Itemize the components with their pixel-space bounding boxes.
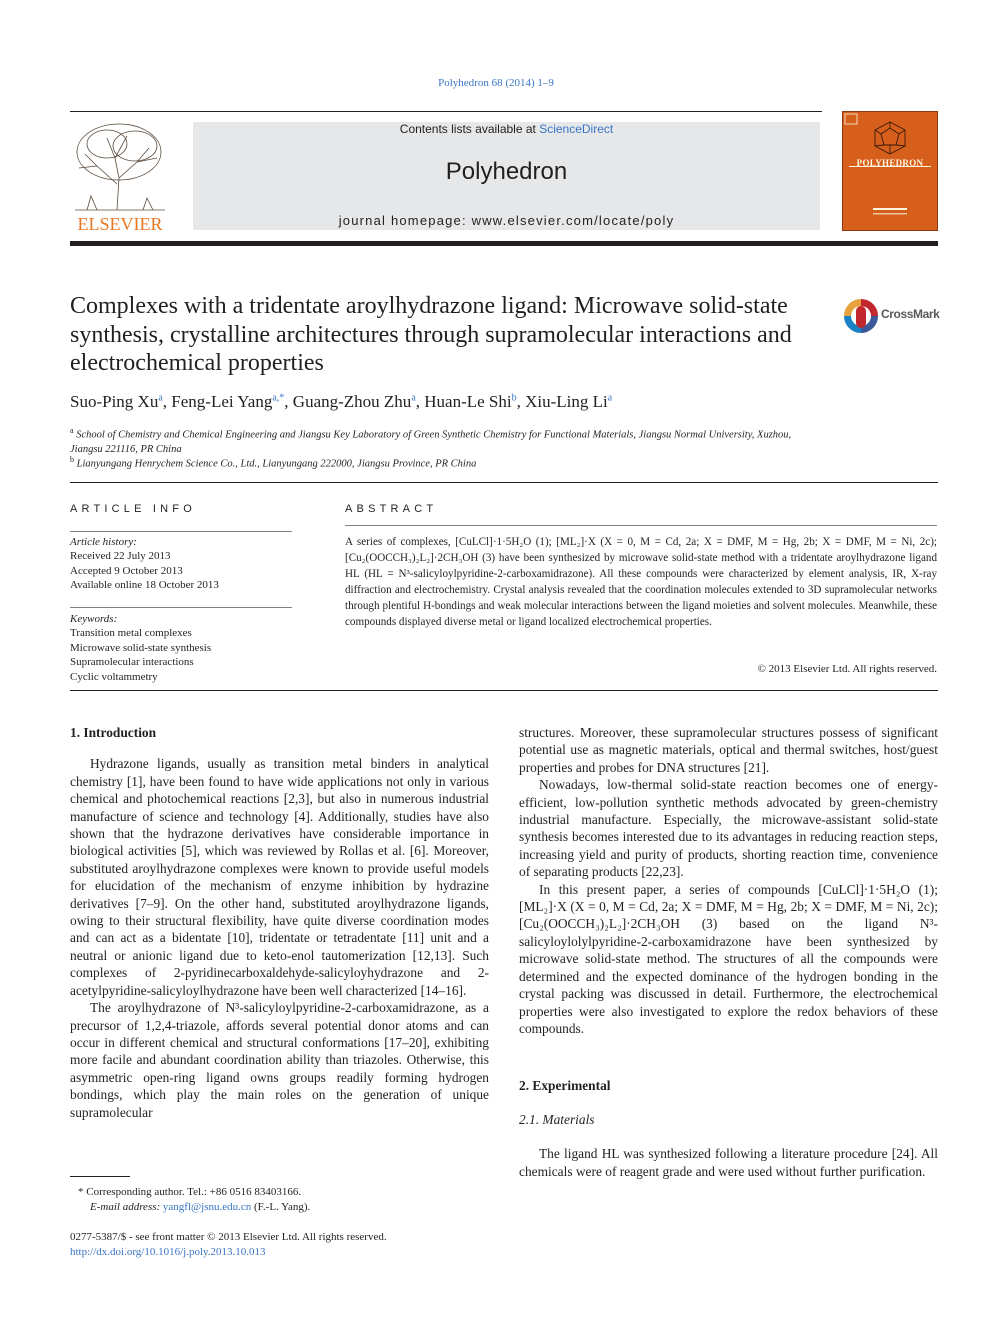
section-divider <box>70 690 938 691</box>
paragraph: In this present paper, a series of compounds [CuLCl]·1·5H₂O (1); [ML₂]·X (X = 0, M = Cd, 2a; X = DMF, M = Hg, 2b; X = DMF, M = Ni, 2c); [Cu₂(OOCCH₃)₂L₂]·2CH₃OH (3) based on the ligand N³-salicyloylolylpyridine-2-carboxamidrazone have been synthesized by microwave solid-state method. The structures of all the compounds were determined and the expected dominance of the hydrogen bonding in the crystal packing was discussed in detail. Furthermore, the electrochemical properties were also investigated to explore the redox behaviors of these compounds. <box>519 881 938 1036</box>
article-history <box>70 535 219 593</box>
issn-line: 0277-5387/$ - see front matter © 2013 Elsevier Ltd. All rights reserved. <box>70 1231 387 1243</box>
accepted-date: Accepted 9 October 2013 <box>70 564 183 577</box>
polyhedron-icon <box>843 112 937 230</box>
history-label: Article history: <box>70 536 137 548</box>
contents-prefix: Contents lists available at <box>399 122 540 136</box>
footnote-rule <box>70 1176 130 1177</box>
author[interactable]: Suo-Ping Xu$^a$ <box>70 392 163 411</box>
keyword: Transition metal complexes <box>70 627 192 640</box>
affiliation-b: $^b$ Lianyungang Henrychem Science Co., Ltd., Lianyungang 222000, Jiangsu Province, PR China <box>70 455 477 470</box>
paragraph: The ligand HL was synthesized following a literature procedure [24]. All chemicals were of reagent grade and were used without further purification. <box>519 1146 938 1179</box>
keywords <box>70 612 211 684</box>
paragraph: The aroylhydrazone of N³-salicyloylpyridine-2-carboxamidrazone, as a precursor of 1,2,4-triazole, affords several potential donor atoms and can occur in different chemical and structural conformations [17–20], exhibiting more facile and abundant coordination ability than triazoles. Otherwise, this asymmetric open-ring ligand owns groups readily forming hydrogen bondings, which play the main roles on the generation of unique supramolecular <box>70 1000 489 1120</box>
journal-banner <box>193 122 820 230</box>
info-rule <box>70 531 292 532</box>
contents-available <box>193 122 820 136</box>
author[interactable]: Huan-Le Shi$^b$ <box>424 392 517 411</box>
copyright: © 2013 Elsevier Ltd. All rights reserved. <box>757 663 937 675</box>
introduction-heading: 1. Introduction <box>70 725 157 740</box>
elsevier-tree-icon <box>67 118 173 236</box>
cover-title: POLYHEDRON <box>856 158 924 168</box>
email-link[interactable]: yangfl@jsnu.edu.cn <box>162 1201 252 1213</box>
header-rule <box>70 111 822 112</box>
journal-cover[interactable] <box>842 111 938 231</box>
article-info-heading: ARTICLE INFO <box>70 503 196 515</box>
keyword: Microwave solid-state synthesis <box>70 641 212 654</box>
elsevier-logo[interactable] <box>67 118 173 236</box>
keyword: Supramolecular interactions <box>70 656 194 669</box>
crossmark-icon <box>843 297 879 335</box>
online-date: Available online 18 October 2013 <box>70 579 219 592</box>
paragraph: structures. Moreover, these supramolecular structures possess of significant potential use as magnetic materials, optical and thermal switches, host/guest properties and probes for DNA structures [21]. <box>519 725 938 775</box>
left-column <box>70 724 489 1121</box>
abstract-heading: ABSTRACT <box>345 503 438 515</box>
experimental-heading: 2. Experimental <box>519 1078 611 1094</box>
journal-homepage[interactable]: journal homepage: www.elsevier.com/locate/poly <box>338 213 675 228</box>
section-divider <box>70 482 938 483</box>
crossmark-badge[interactable] <box>843 297 939 335</box>
keywords-label: Keywords: <box>70 613 118 625</box>
received-date: Received 22 July 2013 <box>70 550 171 563</box>
info-rule <box>70 607 292 608</box>
sciencedirect-link[interactable]: ScienceDirect <box>539 122 614 136</box>
article-title: Complexes with a tridentate aroylhydrazone ligand: Microwave solid-state synthesis, crystalline architectures through supramolecular interactions and electrochemical properties <box>70 293 792 376</box>
author[interactable]: Xiu-Ling Li$^a$ <box>525 392 613 411</box>
header-thick-rule <box>70 241 938 246</box>
paragraph: Nowadays, low-thermal solid-state reaction becomes one of energy-efficient, low-pollution synthetic methods advocated by green-chemistry industrial manufacture. Especially, the microwave-assistant solid-state synthesis becomes interested due to its advantages in reducing reaction steps, increasing yield and purity of products, shorting reaction time, convenience of separating products [22,23]. <box>519 777 938 880</box>
author-list: Suo-Ping Xu$^a$, Feng-Lei Yang$^{a,*}$, Guang-Zhou Zhu$^a$, Huan-Le Shi$^b$, Xiu-Ling Li$^a$ <box>70 392 613 411</box>
abstract-text: A series of complexes, [CuLCl]·1·5H₂O (1); [ML₂]·X (X = 0, M = Cd, 2a; X = DMF, M = Hg, 2b; X = DMF, M = Ni, 2c); [Cu₂(OOCCH₃)₂L₂]·2CH₃OH (3) have been synthesized by microwave solid-state method with a tridentate aroylhydrazone ligand HL (HL = N³-salicyloylpyridine-2-carboxamidrazone). All these compounds were characterized by element analysis, IR, X-ray diffraction and electrochemistry. Crystal analysis revealed that the coordination molecules extended to 3D supramolecular networks through plentiful H-bondings and weak molecular interactions between the ligand moieties and solvent molecules. Meanwhile, these compounds displayed diverse metal or ligand localized electrochemical properties. <box>345 536 937 628</box>
elsevier-wordmark: ELSEVIER <box>77 214 163 234</box>
paragraph: Hydrazone ligands, usually as transition metal binders in analytical chemistry [1], have been found to have wide applications not only in various chemical and photochemical reactions [2,3], but also in numerous industrial manufacture of science and technology [4]. Additionally, studies have also shown that the hydrazone derivatives have considerable importance in biological activities [5], which was reviewed by Rollas et al. [6]. Moreover, substituted aroylhydrazone complexes were known to provide useful models for elucidation of the mechanism of enzyme inhibition by hydrazine derivatives [7–9]. On the other hand, substituted aroylhydrazone ligands, owing to their structural flexibility, have quite diverse coordination modes and can act as a bidentate [10], tridentate or tetradentate [11] unit and a neutral or anionic ligand due to keto-enol tautomerization [12,13]. Such complexes of 2-pyridinecarboxaldehyde-salicyloyhydrazone and 2-acetylpyridine-salicyloylhydrazone have been well characterized [14–16]. <box>70 756 489 998</box>
journal-citation[interactable]: Polyhedron 68 (2014) 1–9 <box>438 77 554 89</box>
corresponding-footnote: * Corresponding author. Tel.: +86 0516 83403166. E-mail address: yangfl@jsnu.edu.cn (F.-L. Yang). <box>78 1186 311 1213</box>
doi-link[interactable]: http://dx.doi.org/10.1016/j.poly.2013.10.013 <box>70 1246 266 1258</box>
crossmark-label: CrossMark <box>881 307 940 321</box>
keyword: Cyclic voltammetry <box>70 670 158 683</box>
affiliation-a: $^a$ School of Chemistry and Chemical Engineering and Jiangsu Key Laboratory of Green Synthetic Chemistry for Functional Materials, Jiangsu Normal University, Xuzhou, Jiangsu 221116, PR China <box>70 426 792 455</box>
author[interactable]: Feng-Lei Yang$^{a,*}$ <box>171 392 285 411</box>
abstract-rule <box>345 525 937 526</box>
right-column <box>519 724 938 1180</box>
author[interactable]: Guang-Zhou Zhu$^a$ <box>292 392 416 411</box>
journal-title: Polyhedron <box>445 158 568 185</box>
issn-block <box>70 1230 387 1260</box>
materials-heading: 2.1. Materials <box>519 1111 595 1127</box>
